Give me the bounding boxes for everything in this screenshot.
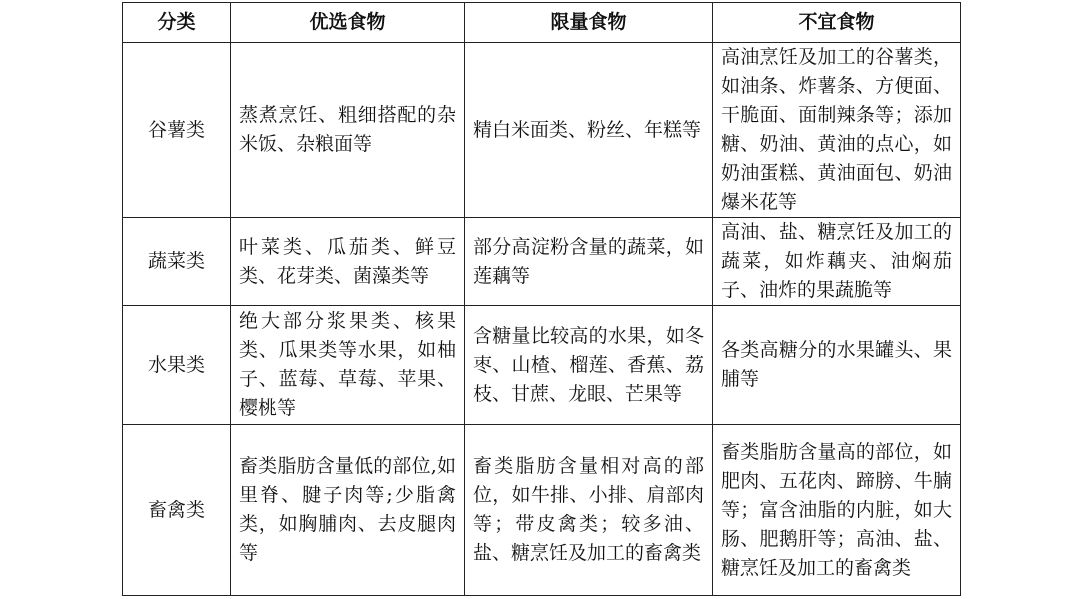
table-row <box>123 425 961 596</box>
avoid-cell: 畜类脂肪含量高的部位，如肥肉、五花肉、蹄膀、牛腩等；富含油脂的内脏，如大肠、肥鹅肝等；高油、盐、糖烹饪及加工的畜禽类 <box>713 425 961 596</box>
header-limited-foods: 限量食物 <box>465 3 713 43</box>
limited-cell: 含糖量比较高的水果，如冬枣、山楂、榴莲、香蕉、荔枝、甘蔗、龙眼、芒果等 <box>465 306 713 425</box>
category-cell: 水果类 <box>123 306 231 425</box>
category-cell: 蔬菜类 <box>123 218 231 306</box>
limited-cell: 精白米面类、粉丝、年糕等 <box>465 43 713 218</box>
preferred-cell: 绝大部分浆果类、核果类、瓜果类等水果，如柚子、蓝莓、草莓、苹果、樱桃等 <box>231 306 465 425</box>
table-row <box>123 218 961 306</box>
table-header-row <box>123 3 961 43</box>
header-preferred-foods: 优选食物 <box>231 3 465 43</box>
food-classification-table <box>122 2 961 596</box>
header-category: 分类 <box>123 3 231 43</box>
table-row <box>123 306 961 425</box>
avoid-cell: 高油烹饪及加工的谷薯类，如油条、炸薯条、方便面、干脆面、面制辣条等；添加糖、奶油、黄油的点心，如奶油蛋糕、黄油面包、奶油爆米花等 <box>713 43 961 218</box>
limited-cell: 畜类脂肪含量相对高的部位，如牛排、小排、肩部肉等；带皮禽类；较多油、盐、糖烹饪及加工的畜禽类 <box>465 425 713 596</box>
table-row <box>123 43 961 218</box>
avoid-cell: 高油、盐、糖烹饪及加工的蔬菜，如炸藕夹、油焖茄子、油炸的果蔬脆等 <box>713 218 961 306</box>
preferred-cell: 叶菜类、瓜茄类、鲜豆类、花芽类、菌藻类等 <box>231 218 465 306</box>
category-cell: 畜禽类 <box>123 425 231 596</box>
category-cell: 谷薯类 <box>123 43 231 218</box>
limited-cell: 部分高淀粉含量的蔬菜，如莲藕等 <box>465 218 713 306</box>
preferred-cell: 蒸煮烹饪、粗细搭配的杂米饭、杂粮面等 <box>231 43 465 218</box>
preferred-cell: 畜类脂肪含量低的部位,如里脊、腱子肉等;少脂禽类，如胸脯肉、去皮腿肉等 <box>231 425 465 596</box>
header-avoid-foods: 不宜食物 <box>713 3 961 43</box>
avoid-cell: 各类高糖分的水果罐头、果脯等 <box>713 306 961 425</box>
